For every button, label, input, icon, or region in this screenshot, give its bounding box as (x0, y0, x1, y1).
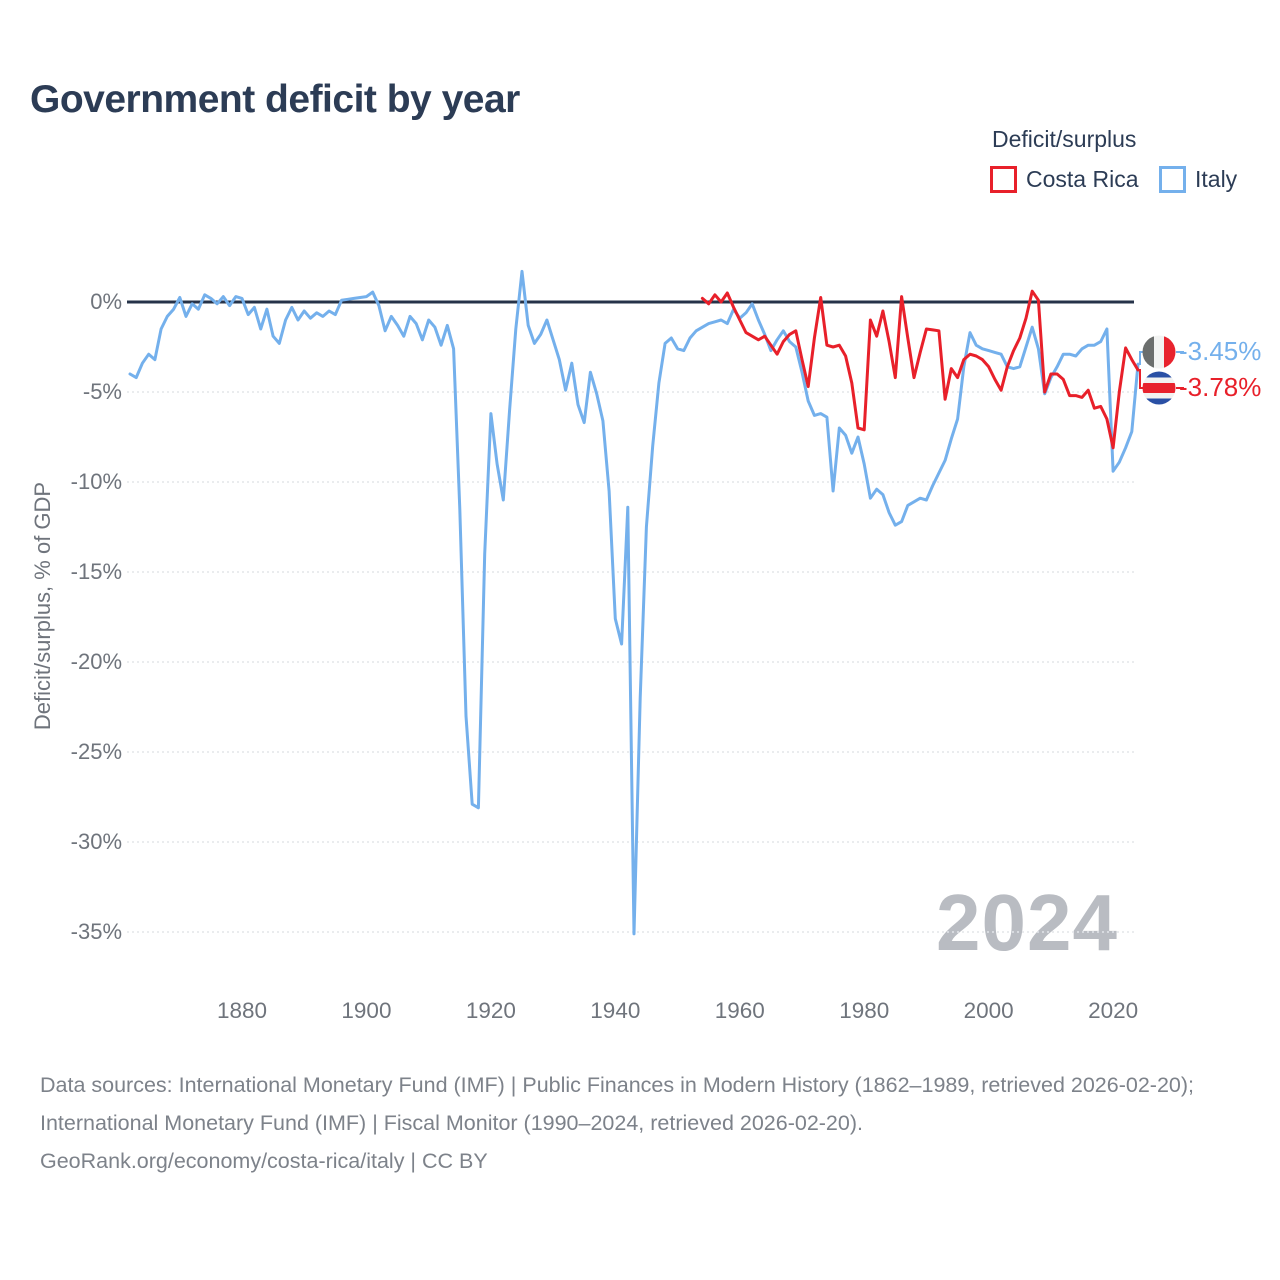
x-tick-1960: 1960 (714, 998, 765, 1023)
costa-rica-end-value: -3.78% (1179, 372, 1262, 402)
data-sources-text: Data sources: International Monetary Fund (IMF) | Public Finances in Modern History (1862–1989, retrieved 2026-02-20); International Monetary Fund (IMF) | Fiscal Monitor (1990–2024, retrieved 2026-02-20). (40, 1073, 1195, 1135)
y-tick--25%: -25% (70, 739, 122, 764)
y-tick--35%: -35% (70, 919, 122, 944)
legend-label-italy: Italy (1195, 165, 1238, 192)
watermark-year: 2024 (936, 878, 1118, 967)
attribution-link[interactable]: GeoRank.org/economy/costa-rica/italy | CC BY (40, 1149, 488, 1173)
y-tick--15%: -15% (70, 559, 122, 584)
costa-rica-flag-icon (1142, 371, 1176, 405)
costa-rica-line[interactable] (702, 291, 1138, 448)
italy-end-value: -3.45% (1179, 336, 1262, 366)
x-tick-2020: 2020 (1088, 998, 1139, 1023)
y-tick--10%: -10% (70, 469, 122, 494)
x-tick-1900: 1900 (341, 998, 392, 1023)
x-tick-1940: 1940 (590, 998, 641, 1023)
italy-line[interactable] (130, 271, 1138, 933)
x-tick-1880: 1880 (216, 998, 268, 1023)
legend-label-costa-rica: Costa Rica (1026, 165, 1139, 192)
x-tick-1980: 1980 (839, 998, 890, 1023)
y-tick--5%: -5% (82, 379, 122, 404)
x-tick-1920: 1920 (465, 998, 516, 1023)
y-tick--30%: -30% (70, 829, 122, 854)
legend-title: Deficit/surplus (992, 126, 1137, 152)
y-tick-0%: 0% (90, 289, 122, 314)
x-tick-2000: 2000 (963, 998, 1014, 1023)
y-axis-title: Deficit/surplus, % of GDP (30, 481, 55, 731)
page-title: Government deficit by year (30, 78, 520, 122)
y-tick--20%: -20% (70, 649, 122, 674)
footer (40, 1066, 1232, 1180)
italy-flag-icon (1142, 335, 1176, 369)
